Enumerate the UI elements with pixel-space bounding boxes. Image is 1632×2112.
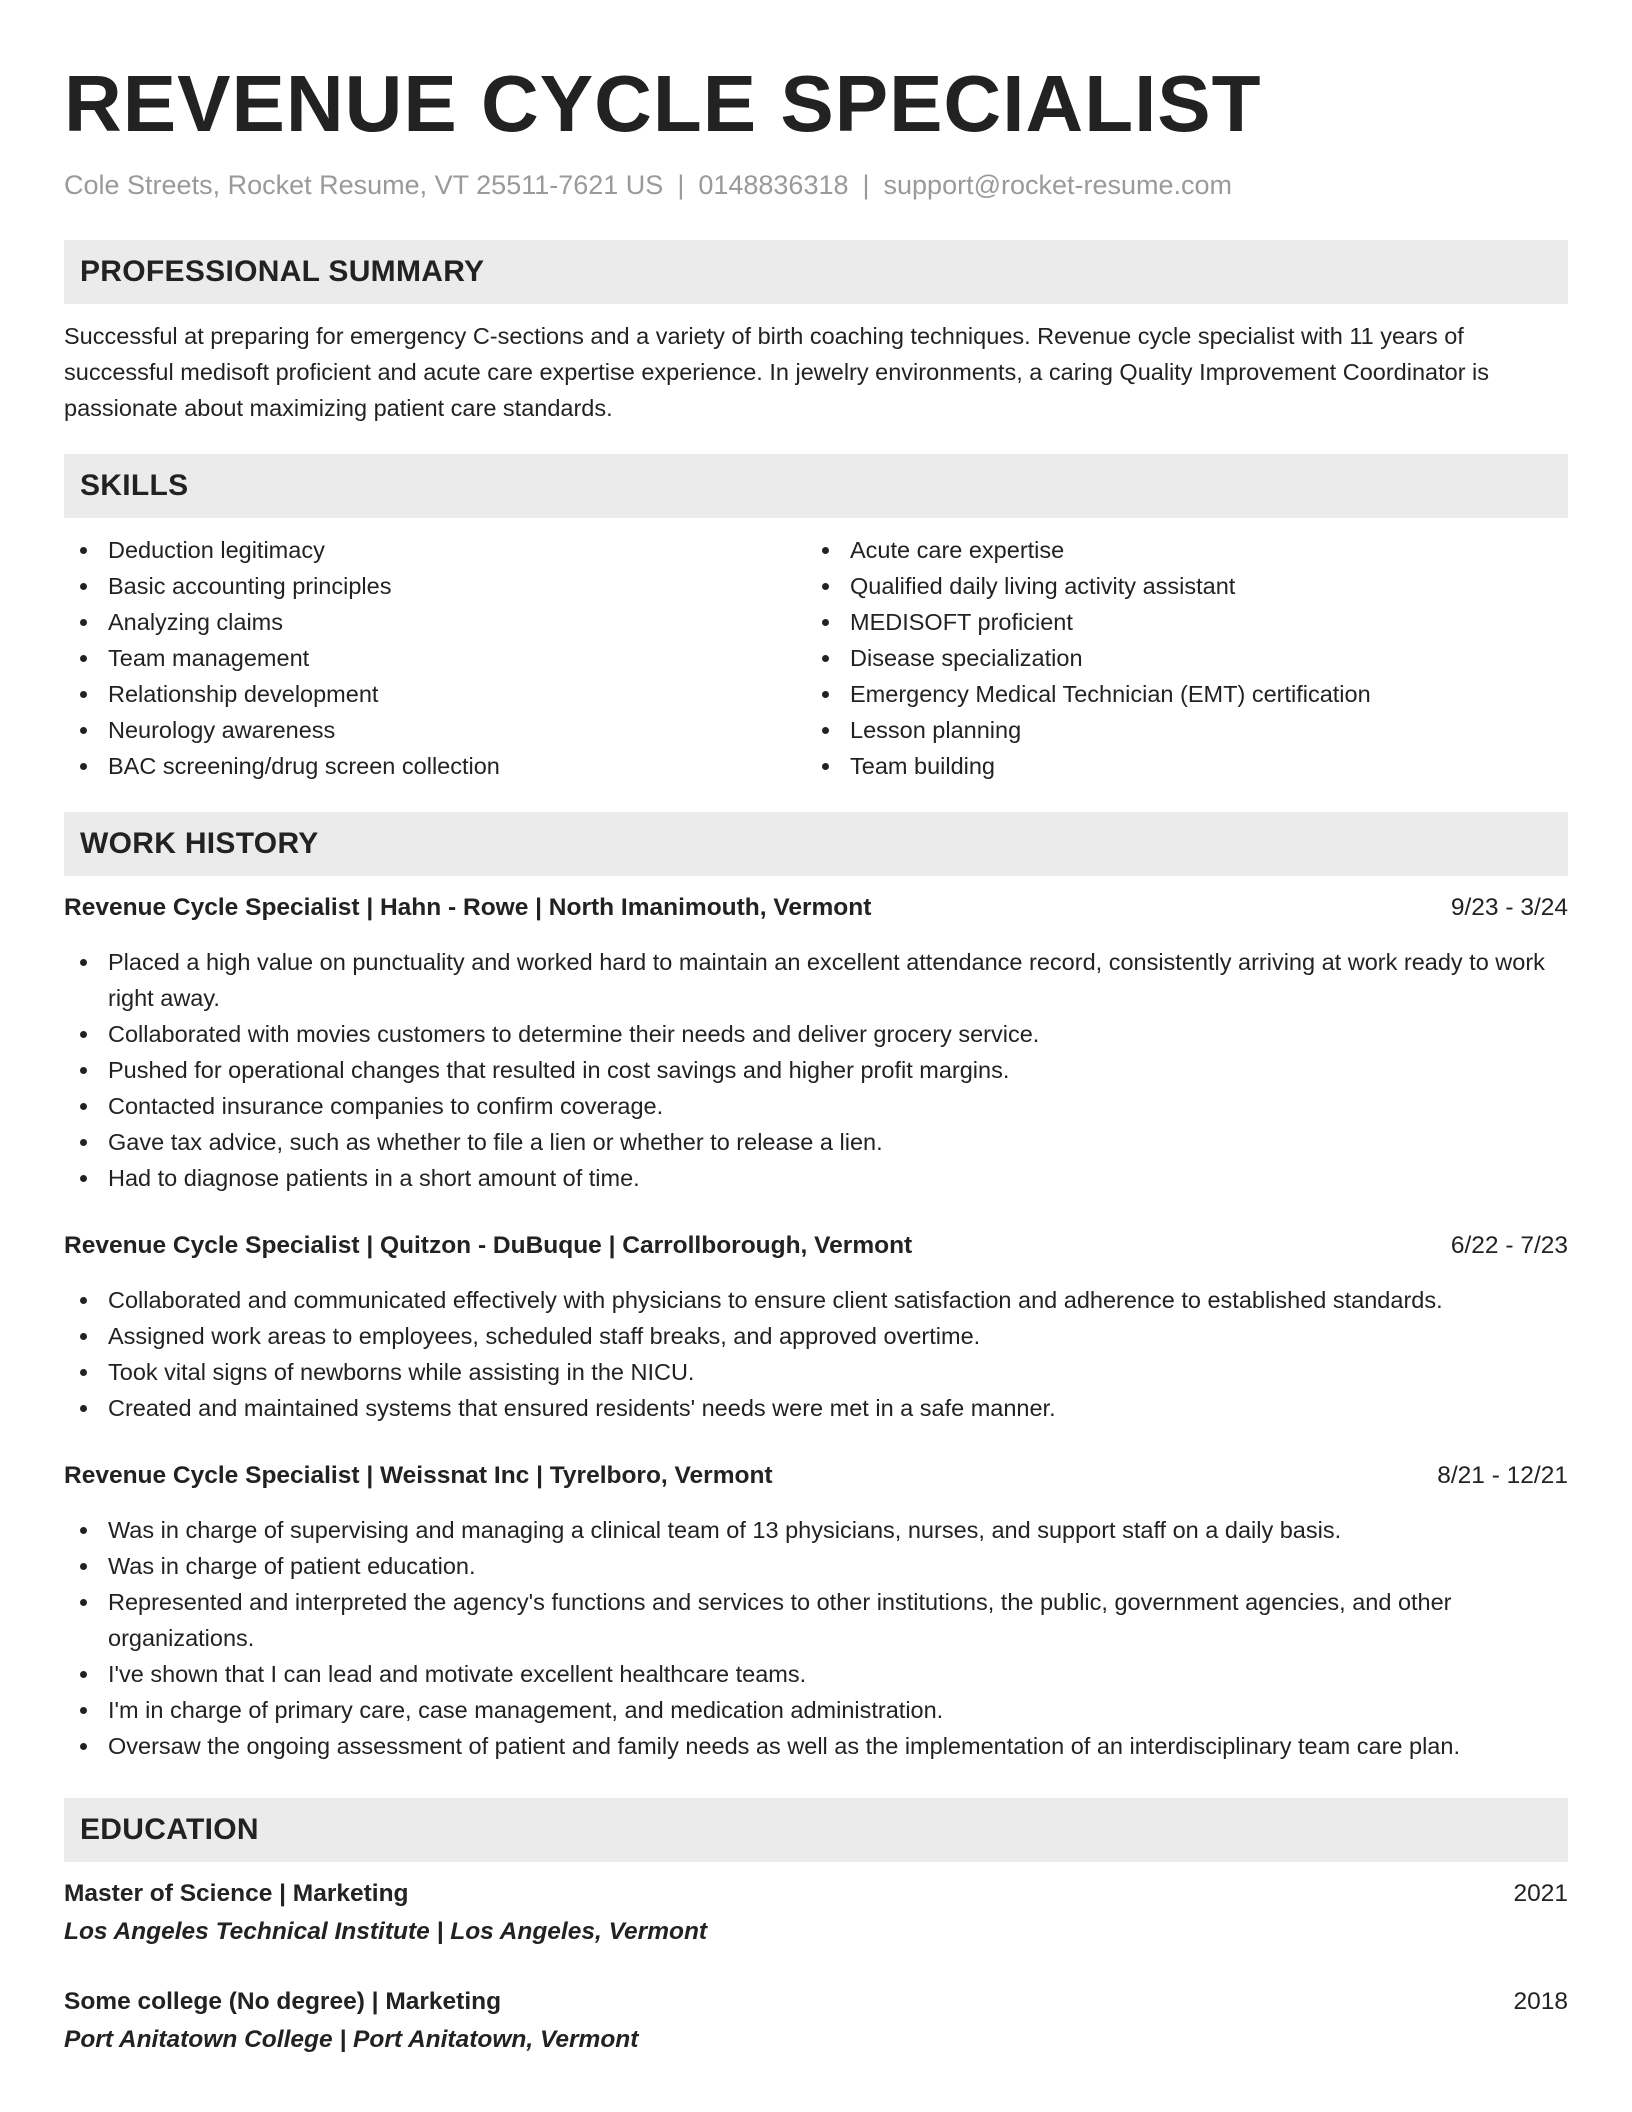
job-bullets <box>64 1512 1568 1764</box>
job-bullet: Oversaw the ongoing assessment of patient and family needs as well as the implementation of an interdisciplinary team care plan. <box>64 1728 1568 1764</box>
skill-item: Neurology awareness <box>64 712 806 748</box>
education-degree: Master of Science | Marketing <box>64 1880 409 1907</box>
section-header-summary: PROFESSIONAL SUMMARY <box>64 240 1568 304</box>
skill-item: Relationship development <box>64 676 806 712</box>
skill-item: Basic accounting principles <box>64 568 806 604</box>
skill-item: Emergency Medical Technician (EMT) certification <box>806 676 1548 712</box>
skill-item: Team management <box>64 640 806 676</box>
education-entry <box>64 1984 1568 2058</box>
skill-item: Disease specialization <box>806 640 1548 676</box>
resume-name-title: REVENUE CYCLE SPECIALIST <box>64 59 1262 148</box>
education-degree: Some college (No degree) | Marketing <box>64 1988 502 2015</box>
summary-text: Successful at preparing for emergency C-sections and a variety of birth coaching techniques. Revenue cycle specialist with 11 years of successful medisoft proficient and acute care expertise experience. In jewelry environments, a caring Quality Improvement Coordinator is passionate about maximizing patient care standards. <box>64 323 1490 421</box>
skill-item: MEDISOFT proficient <box>806 604 1548 640</box>
job-entry <box>64 1228 1568 1426</box>
education-school: Port Anitatown College | Port Anitatown, Vermont <box>64 2026 639 2053</box>
job-title: Revenue Cycle Specialist | Hahn - Rowe | North Imanimouth, Vermont <box>64 894 872 921</box>
contact-address: Cole Streets, Rocket Resume, VT 25511-7621 US <box>64 170 664 200</box>
section-header-skills: SKILLS <box>64 454 1568 518</box>
skills-list <box>64 532 1568 784</box>
job-bullet: Was in charge of supervising and managing a clinical team of 13 physicians, nurses, and support staff on a daily basis. <box>64 1512 1568 1548</box>
skills-column-right <box>806 532 1548 784</box>
job-bullet: Collaborated with movies customers to determine their needs and deliver grocery service. <box>64 1016 1568 1052</box>
contact-separator: | <box>677 170 685 200</box>
education-header <box>64 1984 1568 2020</box>
skill-item: Acute care expertise <box>806 532 1548 568</box>
job-bullet: Was in charge of patient education. <box>64 1548 1568 1584</box>
job-date: 6/22 - 7/23 <box>1450 1232 1568 1259</box>
job-bullet: Pushed for operational changes that resulted in cost savings and higher profit margins. <box>64 1052 1568 1088</box>
contact-line <box>64 168 1568 202</box>
job-bullets <box>64 1282 1568 1426</box>
job-title: Revenue Cycle Specialist | Quitzon - DuBuque | Carrollborough, Vermont <box>64 1232 913 1259</box>
job-bullet: I'm in charge of primary care, case management, and medication administration. <box>64 1692 1568 1728</box>
job-header <box>64 1458 1568 1494</box>
skill-item: Deduction legitimacy <box>64 532 806 568</box>
job-bullet: Assigned work areas to employees, scheduled staff breaks, and approved overtime. <box>64 1318 1568 1354</box>
skill-item: Lesson planning <box>806 712 1548 748</box>
education-header <box>64 1876 1568 1912</box>
skills-column-left <box>64 532 806 784</box>
job-title: Revenue Cycle Specialist | Weissnat Inc | Tyrelboro, Vermont <box>64 1462 773 1489</box>
job-bullet: Created and maintained systems that ensured residents' needs were met in a safe manner. <box>64 1390 1568 1426</box>
education-entry <box>64 1876 1568 1950</box>
skill-item: Team building <box>806 748 1548 784</box>
skill-item: Analyzing claims <box>64 604 806 640</box>
job-entry <box>64 1458 1568 1764</box>
education-year: 2018 <box>1513 1988 1568 2015</box>
contact-phone: 0148836318 <box>698 170 849 200</box>
job-bullet: I've shown that I can lead and motivate excellent healthcare teams. <box>64 1656 1568 1692</box>
skill-item: BAC screening/drug screen collection <box>64 748 806 784</box>
education-year: 2021 <box>1513 1880 1568 1907</box>
section-header-work-history: WORK HISTORY <box>64 812 1568 876</box>
job-bullet: Had to diagnose patients in a short amount of time. <box>64 1160 1568 1196</box>
section-header-education: EDUCATION <box>64 1798 1568 1862</box>
contact-email: support@rocket-resume.com <box>883 170 1233 200</box>
skill-item: Qualified daily living activity assistant <box>806 568 1548 604</box>
job-date: 8/21 - 12/21 <box>1437 1462 1568 1489</box>
job-bullet: Gave tax advice, such as whether to file a lien or whether to release a lien. <box>64 1124 1568 1160</box>
job-entry <box>64 890 1568 1196</box>
education-school: Los Angeles Technical Institute | Los Angeles, Vermont <box>64 1918 708 1945</box>
job-bullet: Placed a high value on punctuality and worked hard to maintain an excellent attendance record, consistently arriving at work ready to work right away. <box>64 944 1568 1016</box>
job-bullets <box>64 944 1568 1196</box>
job-header <box>64 1228 1568 1264</box>
contact-separator: | <box>862 170 870 200</box>
job-header <box>64 890 1568 926</box>
job-bullet: Contacted insurance companies to confirm coverage. <box>64 1088 1568 1124</box>
job-date: 9/23 - 3/24 <box>1450 894 1568 921</box>
job-bullet: Represented and interpreted the agency's functions and services to other institutions, the public, government agencies, and other organizations. <box>64 1584 1568 1656</box>
job-bullet: Collaborated and communicated effectively with physicians to ensure client satisfaction and adherence to established standards. <box>64 1282 1568 1318</box>
job-bullet: Took vital signs of newborns while assisting in the NICU. <box>64 1354 1568 1390</box>
